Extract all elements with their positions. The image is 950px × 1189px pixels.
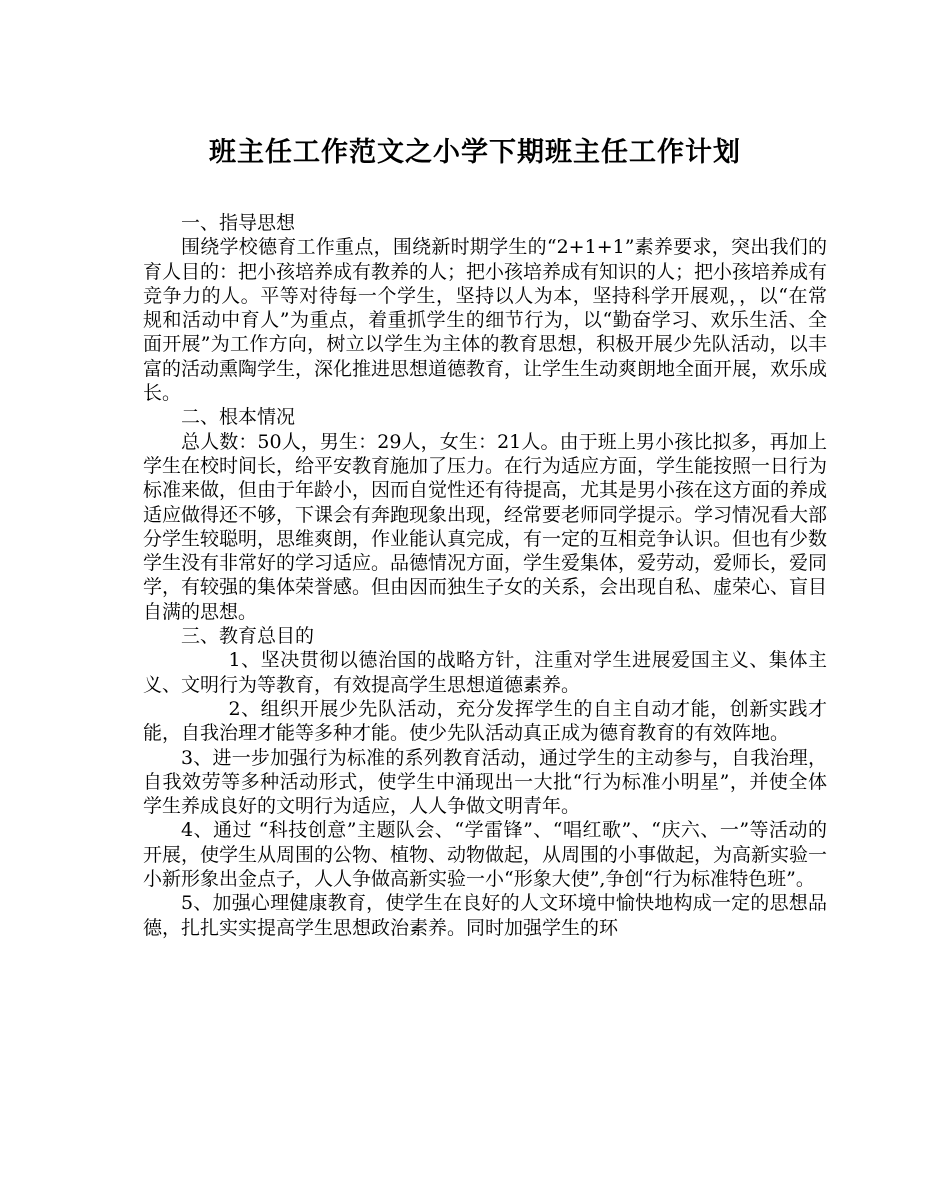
paragraph-guiding-thought: 围绕学校德育工作重点，围绕新时期学生的“2+1+1”素养要求，突出我们的育人目的：把小孩培养成有教养的人；把小孩培养成有知识的人；把小孩培养成有竞争力的人。平等对待每一个学生，坚持以人为本，坚持科学开展观，，以“在常规和活动中育人”为重点，着重抓学生的细节行为，以“勤奋学习、欢乐生活、全面开展”为工作方向，树立以学生为主体的教育思想，积极开展少先队活动，以丰富的活动熏陶学生，深化推进思想道德教育，让学生生动爽朗地全面开展，欢乐成长。 bbox=[143, 236, 828, 405]
goal-item-2: 2、组织开展少先队活动，充分发挥学生的自主自动才能，创新实践才能，自我治理才能等多种才能。使少先队活动真正成为德育教育的有效阵地。 bbox=[143, 697, 827, 745]
goal-item-3: 3、进一步加强行为标准的系列教育活动，通过学生的主动参与，自我治理，自我效劳等多种活动形式，使学生中涌现出一大批“行为标准小明星”，并使全体学生养成良好的文明行为适应，人人争做文明青年。 bbox=[143, 746, 827, 818]
paragraph-basic-situation: 总人数：50人，男生：29人，女生：21人。由于班上男小孩比拟多，再加上学生在校时间长，给平安教育施加了压力。在行为适应方面，学生能按照一日行为标准来做，但由于年龄小，因而自觉性还有待提高，尤其是男小孩在这方面的养成适应做得还不够，下课会有奔跑现象出现，经常要老师同学提示。学习情况看大部分学生较聪明，思维爽朗，作业能认真完成，有一定的互相竞争认识。但也有少数学生没有非常好的学习适应。品德情况方面，学生爱集体，爱劳动，爱师长，爱同学，有较强的集体荣誉感。但由因而独生子女的关系，会出现自私、虚荣心、盲目自满的思想。 bbox=[143, 430, 828, 623]
section-heading-education-goals: 三、教育总目的 bbox=[181, 625, 315, 648]
document-body bbox=[143, 211, 827, 940]
goal-item-4: 4、通过 “科技创意”主题队会、“学雷锋”、“唱红歌”、“庆六、一”等活动的开展，使学生从周围的公物、植物、动物做起，从周围的小事做起，为高新实验一小新形象出金点子，人人争做高新实验一小“形象大使”,争创“行为标准特色班”。 bbox=[143, 819, 828, 891]
section-heading-guiding-thought: 一、指导思想 bbox=[181, 212, 296, 234]
goal-item-5: 5、加强心理健康教育，使学生在良好的人文环境中愉快地构成一定的思想品德，扎扎实实提高学生思想政治素养。同时加强学生的环 bbox=[143, 892, 827, 939]
goal-item-1: 1、坚决贯彻以德治国的战略方针，注重对学生进展爱国主义、集体主义、文明行为等教育，有效提高学生思想道德素养。 bbox=[143, 649, 827, 696]
section-heading-basic-situation: 二、根本情况 bbox=[181, 406, 296, 429]
document-title: 班主任工作范文之小学下期班主任工作计划 bbox=[209, 137, 741, 168]
